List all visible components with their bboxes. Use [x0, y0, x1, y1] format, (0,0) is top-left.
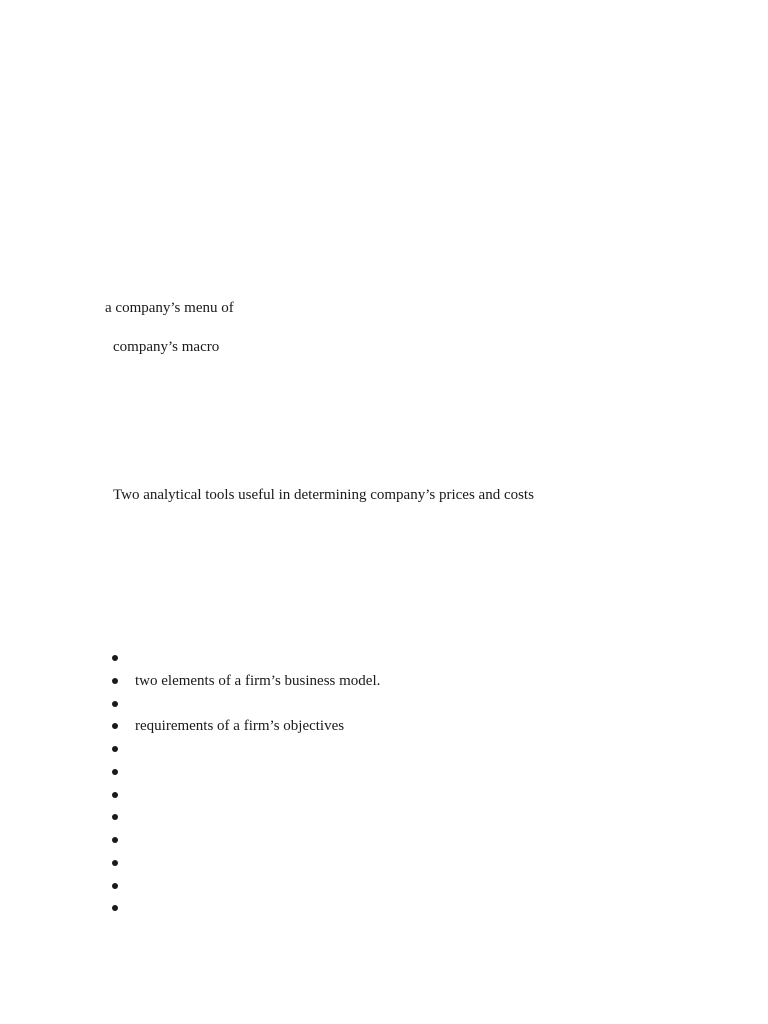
bullet-dot-icon — [112, 883, 118, 889]
text-fragment-analytical-tools: Two analytical tools useful in determining company’s prices and costs — [113, 487, 534, 503]
bullet-dot-icon — [112, 905, 118, 911]
bullet-dot-icon — [112, 746, 118, 752]
list-item-text: requirements of a firm’s objectives — [135, 718, 345, 735]
bullet-dot-icon — [112, 723, 118, 729]
bullet-dot-icon — [112, 814, 118, 820]
bullet-dot-icon — [112, 792, 118, 798]
list-item-text: two elements of a firm’s business model. — [135, 672, 381, 689]
bullet-dot-icon — [112, 701, 118, 707]
bullet-dot-icon — [112, 860, 118, 866]
bullet-dot-icon — [112, 655, 118, 661]
text-fragment-menu-of: a company’s menu of — [105, 300, 234, 316]
bullet-dot-icon — [112, 678, 118, 684]
bullet-dot-icon — [112, 769, 118, 775]
text-fragment-macro: company’s macro — [113, 339, 220, 355]
bullet-dot-icon — [112, 837, 118, 843]
